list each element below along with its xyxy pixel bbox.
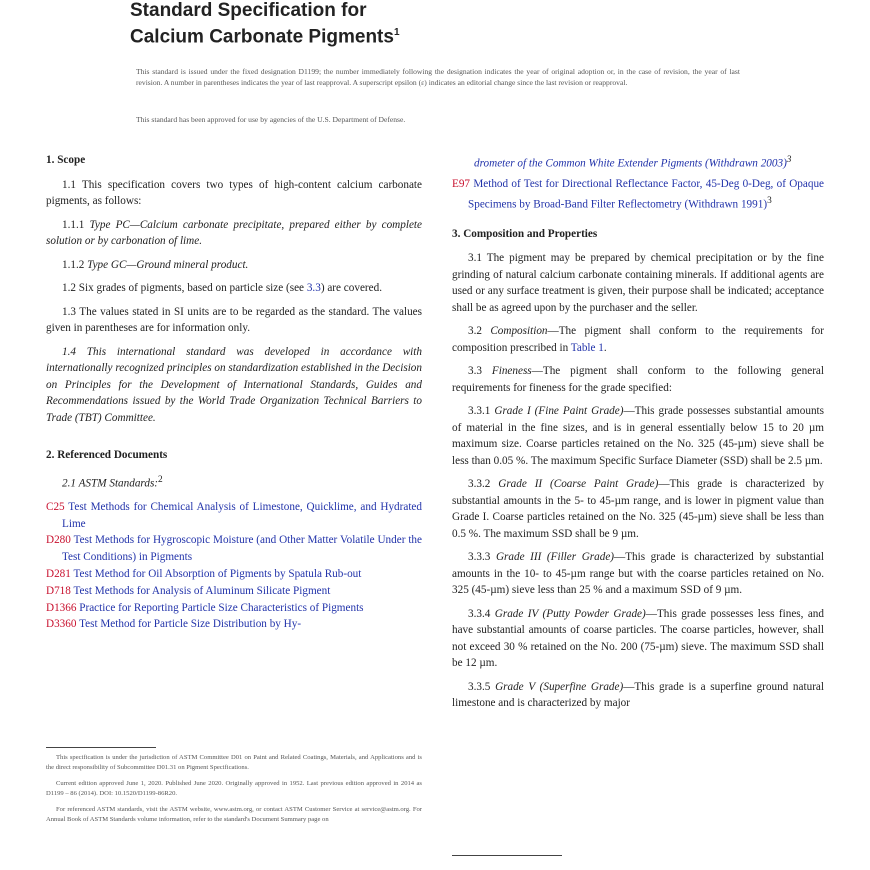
para-3-3-4-num: 3.3.4 xyxy=(468,607,495,620)
ref-d280[interactable] xyxy=(46,532,422,566)
designation-note: This standard is issued under the fixed designation D1199; the number immediately following the designation indicates the year of original adoption or, in the case of revision, the year of last revision. A number in parentheses indicates the year of last reapproval. A superscript epsilon (ε) indicates an editorial change since the last revision or reapproval. xyxy=(136,67,740,87)
footnotes xyxy=(46,753,422,832)
ref-code: D280 xyxy=(46,534,71,547)
section-3-heading: 3. Composition and Properties xyxy=(452,227,598,240)
para-1-4: 1.4 This international standard was developed in accordance with internationally recognized principles on standardization established in the Decision on Principles for the Development of International Standards, Guides and Recommendations issued by the World Trade Organization Technical Barriers to Trade (TBT) Committee. xyxy=(46,345,422,424)
document-title xyxy=(130,0,400,48)
footnote-2: For referenced ASTM standards, visit the ASTM website, www.astm.org, or contact ASTM Customer Service at service@astm.org. For Annual Book of ASTM Standards volume information, refer to the standard's Document Summary page on xyxy=(46,806,422,823)
ref-title: Test Methods for Analysis of Aluminum Silicate Pigment xyxy=(73,584,331,597)
para-3-3-2-text: —This grade is characterized by substantial amounts in the 5- to 45-µm range, and is lower in pigment value than Grade I. Coarse particles retained on the No. 325 (45-µm) sieve shall be less than 0.5 %. The maximum SSD shall be 9 µm. xyxy=(452,478,825,540)
para-3-3-5 xyxy=(452,679,824,712)
ref-d281[interactable] xyxy=(46,566,422,583)
para-3-3-3-text: —This grade is characterized by substantial amounts in the 10- to 45-µm range but with the coarse particles retained on No. 325 (45-µm) sieve less than 25 % and a maximum SSD of 9 µm. xyxy=(452,551,824,597)
ref-c25[interactable] xyxy=(46,499,422,533)
para-2-1-text: 2.1 ASTM Standards: xyxy=(62,477,159,490)
dod-approval-note: This standard has been approved for use by agencies of the U.S. Department of Defense. xyxy=(136,115,406,124)
ref-d3360[interactable] xyxy=(46,616,422,633)
title-line-2-text: Calcium Carbonate Pigments xyxy=(130,26,394,48)
para-3-3-1-term: Grade I (Fine Paint Grade) xyxy=(494,405,624,418)
para-3-3-5-term: Grade V (Superfine Grade) xyxy=(495,680,624,693)
title-line-2 xyxy=(130,22,400,48)
para-3-3-5-text: —This grade is a superfine ground natural limestone and is characterized by major xyxy=(452,680,824,710)
para-3-3-3-term: Grade III (Filler Grade) xyxy=(495,551,615,564)
para-1-1-1 xyxy=(46,217,422,250)
ref-title: Test Methods for Hygroscopic Moisture (and Other Matter Volatile Under the Test Conditions) in Pigments xyxy=(62,534,422,564)
para-3-3-num: 3.3 xyxy=(468,365,492,378)
para-3-3-2 xyxy=(452,476,824,542)
ref-code: D3360 xyxy=(46,618,77,631)
para-1-1-2 xyxy=(46,257,422,274)
title-footnote-mark: 1 xyxy=(393,27,400,38)
para-1-2-a: 1.2 Six grades of pigments, based on particle size (see xyxy=(62,282,307,294)
para-1-2 xyxy=(46,280,422,297)
section-3-3-link[interactable]: 3.3 xyxy=(306,282,321,294)
ref-title: Test Method for Oil Absorption of Pigments by Spatula Rub-out xyxy=(73,567,362,580)
para-2-1 xyxy=(46,472,422,492)
para-3-2-text: —The pigment shall conform to the requirements for composition prescribed in xyxy=(452,325,825,354)
para-1-1-1-num: 1.1.1 xyxy=(62,218,90,231)
para-1-1-2-num: 1.1.2 xyxy=(62,258,88,271)
para-1-1: 1.1 This specification covers two types of high-content calcium carbonate pigments, as follows: xyxy=(46,178,422,207)
ref-code: D1366 xyxy=(46,601,77,614)
para-3-2-term: Composition xyxy=(490,325,548,338)
ref-title: Test Methods for Chemical Analysis of Limestone, Quicklime, and Hydrated Lime xyxy=(62,500,422,530)
para-3-3-term: Fineness xyxy=(491,365,532,378)
ref-code: D718 xyxy=(46,584,71,597)
para-3-3-text: —The pigment shall conform to the following general requirements for fineness for the grade specified: xyxy=(452,365,825,394)
para-3-3-5-num: 3.3.5 xyxy=(468,680,496,693)
ref-code: C25 xyxy=(46,500,65,513)
ref-code: E97 xyxy=(452,178,471,191)
table-1-link[interactable]: Table 1 xyxy=(570,341,604,354)
para-3-2 xyxy=(452,323,824,356)
title-line-1: Standard Specification for xyxy=(130,0,367,21)
ref-title: Test Method for Particle Size Distribution by Hy- xyxy=(79,618,302,631)
footnote-divider xyxy=(46,747,156,748)
para-1-1-2-text: Type GC—Ground mineral product. xyxy=(87,258,249,271)
ref-code: D281 xyxy=(46,567,71,580)
ref-d1366[interactable] xyxy=(46,600,422,617)
para-3-3-1-num: 3.3.1 xyxy=(468,405,495,418)
ref-continued-title[interactable]: drometer of the Common White Extender Pigments (Withdrawn 2003) xyxy=(474,157,787,170)
ref-d3360-continued xyxy=(452,152,824,172)
para-3-3-4 xyxy=(452,606,824,672)
footnote-divider-right xyxy=(452,855,562,856)
para-3-3-4-term: Grade IV (Putty Powder Grade) xyxy=(494,607,646,620)
right-column xyxy=(452,152,824,719)
para-3-3 xyxy=(452,363,824,396)
para-3-3-2-num: 3.3.2 xyxy=(468,478,499,491)
para-3-3-1-text: —This grade possesses substantial amounts of material in the fine sizes, and is in general essentially below 15 to 20 µm maximum size. Coarse particles retained on the No. 325 (45-µm) sieve shall be less than 0.05 %. The maximum Specific Surface Diameter (SSD) shall be 2.5 µm. xyxy=(452,405,825,467)
para-3-1: 3.1 The pigment may be prepared by chemical precipitation or by the fine grinding of natural calcium carbonate containing minerals. If additional agents are used or any surface treatment is given, their purpose shall be indicated; acceptance shall be as agreed upon by the purchaser and the seller. xyxy=(452,252,824,314)
para-3-3-4-text: —This grade possesses less fines, and have substantial amounts of coarse particles. The coarse particles, however, shall not exceed 30 % retained on the No. 200 (75-µm) sieve. The maximum SSD shall be 12 µm. xyxy=(452,607,824,670)
footnote-1-edition: Current edition approved June 1, 2020. Published June 2020. Originally approved in 1952. Last previous edition approved in 2014 as D1199 – 86 (2014). DOI: 10.1520/D1199-86R20. xyxy=(46,780,422,797)
para-1-2-b: ) are covered. xyxy=(320,282,382,294)
section-2-heading: 2. Referenced Documents xyxy=(46,449,168,461)
para-3-2-end: . xyxy=(603,341,607,354)
ref-e97[interactable] xyxy=(452,176,824,213)
ref-mark: 3 xyxy=(767,196,772,207)
ref-title: Practice for Reporting Particle Size Characteristics of Pigments xyxy=(79,601,364,614)
para-3-3-3 xyxy=(452,549,824,599)
para-3-2-num: 3.2 xyxy=(468,325,491,338)
section-1-heading: 1. Scope xyxy=(46,154,86,166)
para-3-3-1 xyxy=(452,403,824,469)
footnote-1: This specification is under the jurisdiction of ASTM Committee D01 on Paint and Related Coatings, Materials, and Applications and is the direct responsibility of Subcommittee D01.31 on Pigment Specifications. xyxy=(46,754,422,771)
ref-title: Method of Test for Directional Reflectance Factor, 45-Deg 0-Deg, of Opaque Specimens by Broad-Band Filter Reflectometry (Withdrawn 1991) xyxy=(468,178,824,211)
para-3-3-3-num: 3.3.3 xyxy=(468,551,496,564)
para-1-3: 1.3 The values stated in SI units are to be regarded as the standard. The values given in parentheses are for information only. xyxy=(46,305,422,334)
para-1-1-1-text: Type PC—Calcium carbonate precipitate, prepared either by complete solution or by carbonation of lime. xyxy=(46,218,422,247)
para-2-1-mark: 2 xyxy=(158,474,163,485)
para-3-3-2-term: Grade II (Coarse Paint Grade) xyxy=(498,478,659,491)
ref-d718[interactable] xyxy=(46,583,422,600)
ref-continued-mark: 3 xyxy=(786,155,792,165)
left-column xyxy=(46,152,422,633)
